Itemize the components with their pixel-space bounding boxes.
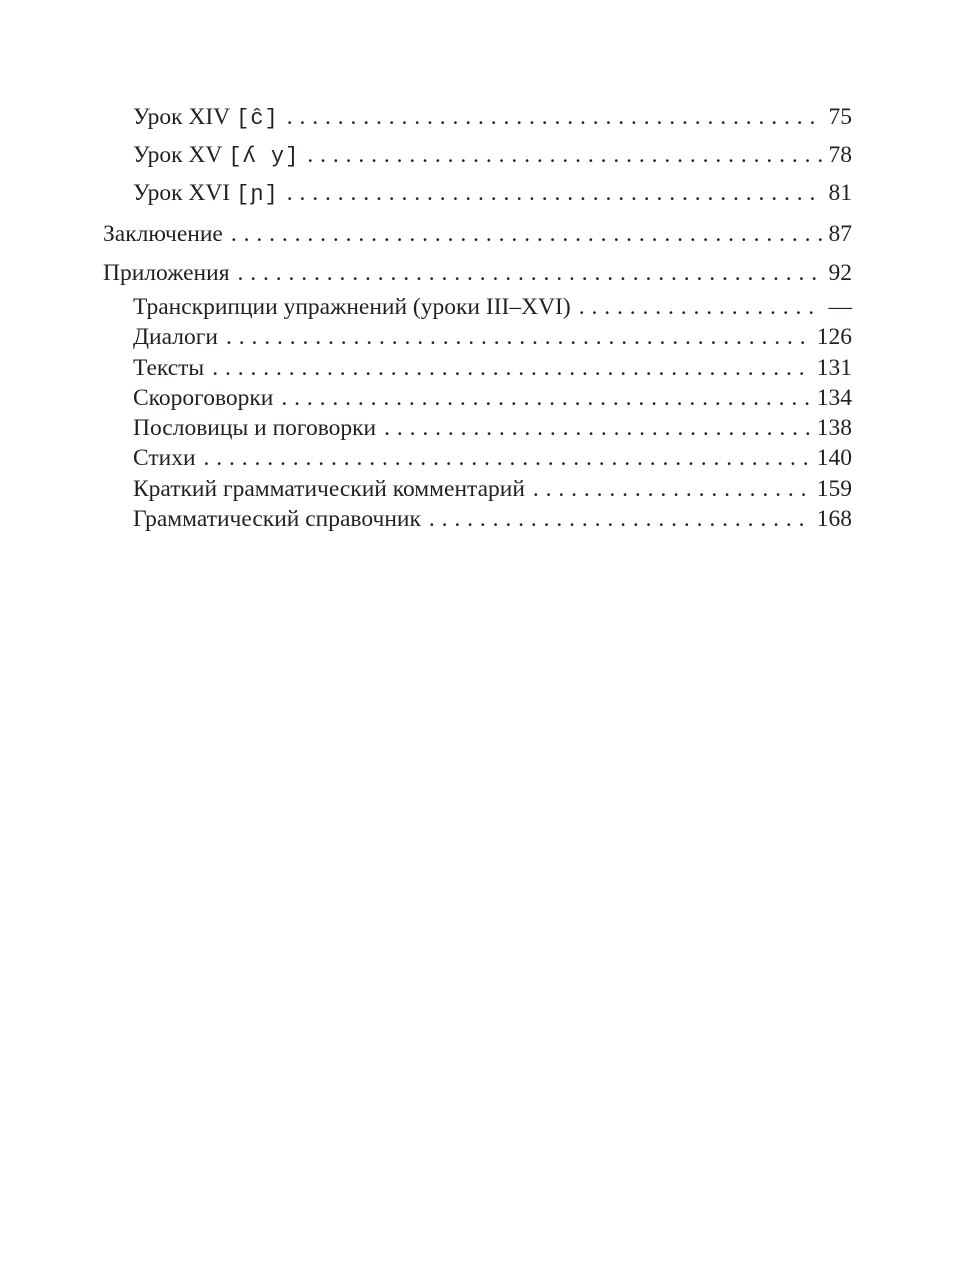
toc-entry-page: 81 — [828, 180, 852, 206]
toc-entry-title: Скороговорки — [133, 384, 274, 411]
toc-entry-title: Урок XIV [ĉ] — [133, 104, 279, 131]
dot-leader — [212, 353, 813, 383]
toc-entry-title: Приложения — [103, 260, 230, 286]
toc-entry-title: Урок XVI [ɲ] — [133, 180, 279, 207]
toc-entry-page: 138 — [816, 415, 852, 442]
dot-leader — [238, 253, 822, 293]
toc-entry-page: 168 — [816, 506, 852, 533]
toc-entry-title: Тексты — [133, 354, 205, 381]
dot-leader — [281, 383, 812, 413]
toc-entry-title: Транскрипции упражнений (уроки III–XVI) — [133, 294, 571, 320]
toc-entry-lesson-14[interactable] — [103, 100, 852, 138]
toc-entry-title: Урок XV [ʎ y] — [133, 142, 300, 169]
toc-entry-title: Заключение — [103, 221, 223, 247]
toc-entry-title: Диалоги — [133, 324, 218, 351]
toc-entry-grammar-commentary[interactable] — [103, 474, 852, 504]
toc-entry-lesson-16[interactable] — [103, 176, 852, 214]
toc-entry-tongue-twisters[interactable] — [103, 383, 852, 413]
toc-entry-page: 159 — [816, 475, 852, 502]
toc-entry-transcriptions[interactable] — [103, 292, 852, 322]
toc-entry-page: 134 — [816, 384, 852, 411]
toc-entry-page: 78 — [828, 142, 852, 168]
dot-leader — [384, 413, 813, 443]
table-of-contents — [103, 100, 852, 534]
dot-leader — [287, 176, 822, 210]
toc-entry-conclusion[interactable] — [103, 214, 852, 253]
toc-entry-page: 75 — [828, 104, 852, 130]
dot-leader — [579, 292, 822, 322]
toc-entry-texts[interactable] — [103, 353, 852, 383]
phonetic-symbol: [ʎ y] — [228, 144, 300, 169]
dot-leader — [226, 322, 813, 352]
dot-leader — [533, 474, 813, 504]
toc-entry-page: 126 — [816, 324, 852, 351]
toc-entry-title: Стихи — [133, 445, 196, 472]
phonetic-symbol: [ĉ] — [236, 106, 279, 131]
toc-entry-proverbs[interactable] — [103, 413, 852, 443]
toc-entry-title: Грамматический справочник — [133, 506, 421, 533]
dot-leader — [307, 138, 822, 172]
toc-entry-dialogues[interactable] — [103, 322, 852, 352]
toc-entry-page: — — [828, 294, 852, 320]
toc-entry-lesson-15[interactable] — [103, 138, 852, 176]
toc-entry-page: 92 — [828, 260, 852, 286]
dot-leader — [204, 443, 813, 473]
toc-entry-appendices[interactable] — [103, 253, 852, 292]
dot-leader — [231, 214, 822, 254]
dot-leader — [287, 100, 822, 134]
toc-entry-poems[interactable] — [103, 443, 852, 473]
toc-entry-grammar-reference[interactable] — [103, 504, 852, 534]
dot-leader — [429, 504, 813, 534]
toc-entry-title: Краткий грамматический комментарий — [133, 475, 525, 502]
toc-entry-page: 140 — [816, 445, 852, 472]
toc-entry-title: Пословицы и поговорки — [133, 415, 377, 442]
phonetic-symbol: [ɲ] — [236, 182, 279, 207]
toc-entry-page: 131 — [816, 354, 852, 381]
toc-entry-page: 87 — [828, 221, 852, 247]
